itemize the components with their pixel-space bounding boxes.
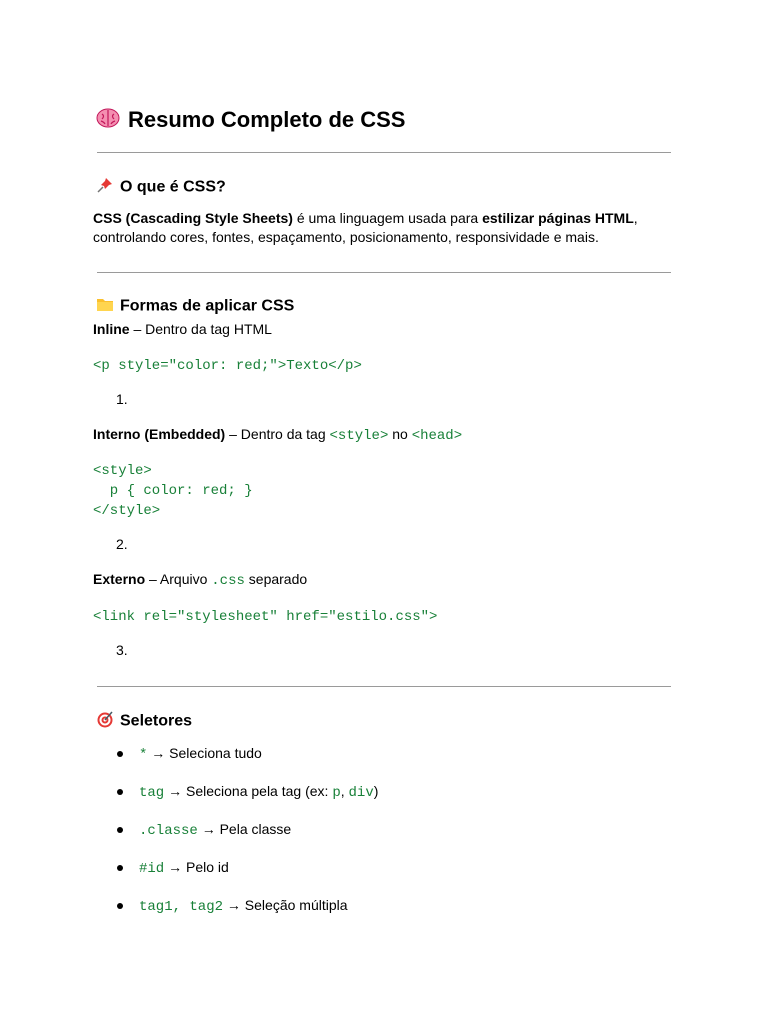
list-item: #id → Pelo id xyxy=(139,859,229,877)
bullet-dot xyxy=(117,789,123,795)
section-heading-selectors: Seletores xyxy=(96,710,192,733)
section-heading-what: O que é CSS? xyxy=(96,176,226,199)
paragraph-line-2: controlando cores, fontes, espaçamento, posicionamento, responsividade e mais. xyxy=(93,229,599,245)
bullet-dot xyxy=(117,903,123,909)
list-item: tag1, tag2 → Seleção múltipla xyxy=(139,897,348,915)
divider xyxy=(97,272,671,273)
divider xyxy=(97,686,671,687)
section-heading-forms: Formas de aplicar CSS xyxy=(96,296,294,317)
pushpin-icon xyxy=(96,176,114,199)
internal-label-line: Interno (Embedded) – Dentro da tag <style> no <head> xyxy=(93,426,463,444)
page-title xyxy=(96,107,405,135)
list-item: .classe → Pela classe xyxy=(139,821,292,839)
list-number-1: 1. xyxy=(116,391,128,407)
code-block-external: <link rel="stylesheet" href="estilo.css"> xyxy=(93,609,438,625)
inline-label-line: Inline – Dentro da tag HTML xyxy=(93,321,272,337)
paragraph-line-1: CSS (Cascading Style Sheets) é uma linguagem usada para estilizar páginas HTML, xyxy=(93,210,638,226)
code-block-internal: <style> p { color: red; } </style> xyxy=(93,463,253,519)
target-icon xyxy=(96,710,114,733)
bullet-dot xyxy=(117,751,123,757)
divider xyxy=(97,152,671,153)
folder-icon xyxy=(96,296,114,317)
list-item: tag → Seleciona pela tag (ex: p, div) xyxy=(139,783,379,801)
bullet-dot xyxy=(117,865,123,871)
list-item: * → Seleciona tudo xyxy=(139,745,262,763)
title-text: Resumo Completo de CSS xyxy=(128,107,406,132)
code-block-inline: <p style="color: red;">Texto</p> xyxy=(93,358,362,374)
list-number-2: 2. xyxy=(116,536,128,552)
brain-icon xyxy=(96,107,120,135)
external-label-line: Externo – Arquivo .css separado xyxy=(93,571,308,589)
bullet-dot xyxy=(117,827,123,833)
list-number-3: 3. xyxy=(116,642,128,658)
